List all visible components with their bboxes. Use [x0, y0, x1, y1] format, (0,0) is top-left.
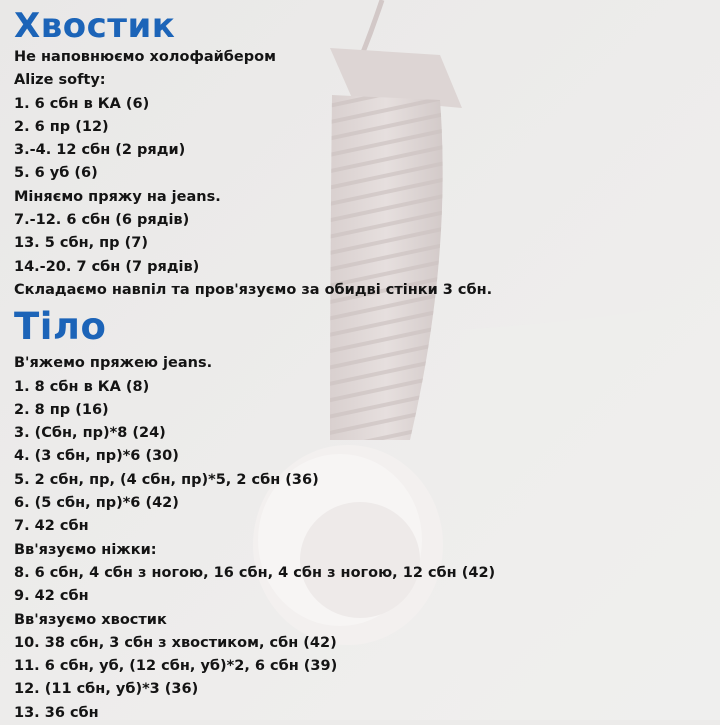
body-line: Вв'язуємо хвостик	[14, 611, 167, 628]
tail-line: 5. 6 уб (6)	[14, 165, 98, 182]
body-line: 7. 42 сбн	[14, 518, 89, 535]
tail-line: Не наповнюємо холофайбером	[14, 49, 276, 65]
tail-line: Alize softy:	[14, 72, 106, 89]
body-line: 9. 42 сбн	[14, 588, 89, 605]
tail-heading: Хвостик	[14, 6, 176, 46]
tail-line: Міняємо пряжу на jeans.	[14, 188, 221, 205]
body-line: Вв'язуємо ніжки:	[14, 541, 157, 558]
tail-line: 2. 6 пр (12)	[14, 118, 109, 135]
tail-line: 3.-4. 12 сбн (2 ряди)	[14, 142, 186, 159]
pattern-text	[14, 6, 714, 725]
tail-line: 1. 6 сбн в КА (6)	[14, 95, 150, 112]
body-line: 1. 8 сбн в КА (8)	[14, 378, 150, 395]
body-line: 11. 6 сбн, уб, (12 сбн, уб)*2, 6 сбн (39)	[14, 658, 338, 675]
body-line: 3. (Сбн, пр)*8 (24)	[14, 425, 166, 442]
body-line: В'яжемо пряжею jeans.	[14, 355, 213, 372]
body-instructions	[14, 352, 714, 725]
body-line: 8. 6 сбн, 4 сбн з ногою, 16 сбн, 4 сбн з ногою, 12 сбн (42)	[14, 564, 496, 581]
tail-line: Складаємо навпіл та пров'язуємо за обидві стінки 3 сбн.	[14, 281, 493, 298]
body-line: 2. 8 пр (16)	[14, 401, 109, 418]
tail-line: 7.-12. 6 сбн (6 рядів)	[14, 212, 190, 229]
body-line: 4. (3 сбн, пр)*6 (30)	[14, 448, 179, 465]
body-line: 10. 38 сбн, 3 сбн з хвостиком, сбн (42)	[14, 634, 337, 651]
body-heading: Тіло	[14, 305, 107, 349]
tail-instructions	[14, 46, 714, 302]
body-line: 12. (11 сбн, уб)*3 (36)	[14, 681, 199, 698]
body-line: 6. (5 сбн, пр)*6 (42)	[14, 495, 179, 512]
tail-line: 13. 5 сбн, пр (7)	[14, 235, 148, 252]
body-line: 5. 2 сбн, пр, (4 сбн, пр)*5, 2 сбн (36)	[14, 471, 319, 488]
tail-line: 14.-20. 7 сбн (7 рядів)	[14, 258, 200, 275]
body-line: 13. 36 сбн	[14, 704, 99, 721]
